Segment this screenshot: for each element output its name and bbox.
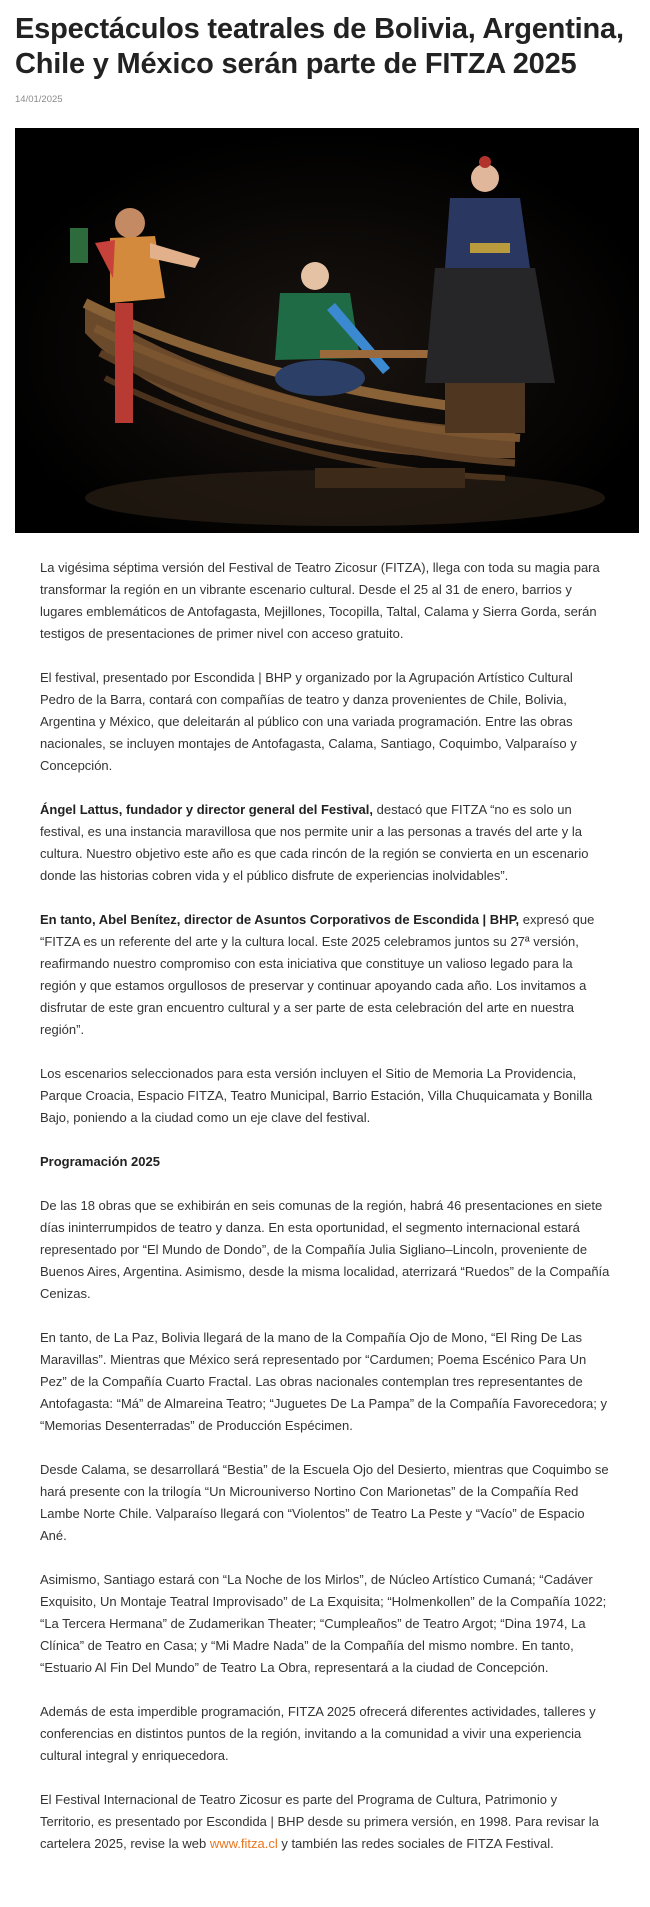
paragraph-intro: La vigésima séptima versión del Festival de Teatro Zicosur (FITZA), llega con toda su magia para transformar la región en un vibrante escenario cultural. Desde el 25 al 31 de enero, barrios y lugares emblemáticos de Antofagasta, Mejillones, Tocopilla, Taltal, Calama y Sierra Gorda, serán testigos de presentaciones de primer nivel con acceso gratuito. — [40, 560, 600, 641]
paragraph-santiago: Asimismo, Santiago estará con “La Noche de los Mirlos”, de Núcleo Artístico Cumaná; “Cadáver Exquisito, Un Montaje Teatral Improvisado” de La Exquisita; “Holmenkollen” de la Compañía 1022; “La Tercera Hermana” de Zudamerikan Theater; “Cumpleaños” de Teatro Argot; “Dina 1974, La Clínica” de Teatro en Casa; y “Mi Madre Nada” de la Compañía del mismo nombre. En tanto, “Estuario Al Fin Del Mundo” de Teatro La Obra, representará a la ciudad de Concepción. — [40, 1572, 607, 1675]
quote-author-lattus: Ángel Lattus, fundador y director general del Festival, — [40, 802, 374, 817]
fitza-website-link[interactable]: www.fitza.cl — [209, 1836, 278, 1851]
closing-text-a: El Festival Internacional de Teatro Zicosur es parte del Programa de Cultura, Patrimonio y Territorio, es presentado por Escondida | BHP desde su primera versión, en 1998. Para revisar la cartelera 2025, revise la web — [40, 1792, 599, 1851]
closing-text-b: y también las redes sociales de FITZA Festival. — [277, 1836, 554, 1851]
paragraph-calama: Desde Calama, se desarrollará “Bestia” de la Escuela Ojo del Desierto, mientras que Coquimbo se hará presente con la trilogía “Un Microuniverso Nortino Con Marionetas” de la Compañía Red Lambe Norte Chile. Valparaíso llegará con “Violentos” de Teatro La Peste y “Vacío” de Espacio Ané. — [40, 1462, 609, 1543]
article-date: 14/01/2025 — [15, 94, 63, 105]
paragraph-closing — [40, 1789, 610, 1855]
paragraph-activities: Además de esta imperdible programación, FITZA 2025 ofrecerá diferentes actividades, talleres y conferencias en distintos puntos de la región, invitando a la comunidad a vivir una experiencia cultural integral y enriquecedora. — [40, 1704, 596, 1763]
quote-text-lattus: destacó que FITZA “no es solo un festival, es una instancia maravillosa que nos permite unir a las personas a través del arte y la cultura. Nuestro objetivo este año es que cada rincón de la región se convierta en un escenario donde las historias cobren vida y el público disfrute de experiencias inolvidables”. — [40, 802, 589, 883]
paragraph-international: De las 18 obras que se exhibirán en seis comunas de la región, habrá 46 presentaciones en siete días ininterrumpidos de teatro y danza. En esta oportunidad, el segmento internacional estará representado por “El Mundo de Dondo”, de la Compañía Julia Sigliano–Lincoln, proveniente de Buenos Aires, Argentina. Asimismo, desde la misma localidad, aterrizará “Ruedos” de la Compañía Cenizas. — [40, 1198, 610, 1301]
article-body — [15, 557, 635, 1855]
paragraph-lattus — [40, 799, 610, 887]
article-title: Espectáculos teatrales de Bolivia, Argentina, Chile y México serán parte de FITZA 2025 — [15, 13, 624, 80]
paragraph-benitez — [40, 909, 610, 1041]
section-subheading: Programación 2025 — [40, 1154, 160, 1169]
quote-author-benitez: En tanto, Abel Benítez, director de Asuntos Corporativos de Escondida | BHP, — [40, 912, 520, 927]
quote-text-benitez: expresó que “FITZA es un referente del arte y la cultura local. Este 2025 celebramos juntos su 27ª versión, reafirmando nuestro compromiso con esta iniciativa que constituye un valioso legado para la región y que estamos orgullosos de preservar y continuar apoyando cada año. Los invitamos a disfrutar de este gran encuentro cultural y a ser parte de esta celebración del arte en nuestra región”. — [40, 912, 595, 1037]
paragraph-venues: Los escenarios seleccionados para esta versión incluyen el Sitio de Memoria La Providencia, Parque Croacia, Espacio FITZA, Teatro Municipal, Barrio Estación, Villa Chuquicamata y Bonilla Bajo, poniendo a la ciudad como un eje clave del festival. — [40, 1066, 593, 1125]
paragraph-festival: El festival, presentado por Escondida | BHP y organizado por la Agrupación Artístico Cultural Pedro de la Barra, contará con compañías de teatro y danza provenientes de Chile, Bolivia, Argentina y México, que deleitarán al público con una variada programación. Entre las obras nacionales, se incluyen montajes de Antofagasta, Calama, Santiago, Coquimbo, Valparaíso y Concepción. — [40, 670, 577, 773]
paragraph-bolivia-mexico: En tanto, de La Paz, Bolivia llegará de la mano de la Compañía Ojo de Mono, “El Ring De Las Maravillas”. Mientras que México será representado por “Cardumen; Poema Escénico Para Un Pez” de la Compañía Cuarto Fractal. Las obras nacionales contemplan tres representantes de Antofagasta: “Má” de Almareina Teatro; “Juguetes De La Pampa” de la Compañía Favorecedora; y “Memorias Desenterradas” de Producción Espécimen. — [40, 1330, 608, 1433]
theatre-photo-image — [15, 128, 639, 533]
